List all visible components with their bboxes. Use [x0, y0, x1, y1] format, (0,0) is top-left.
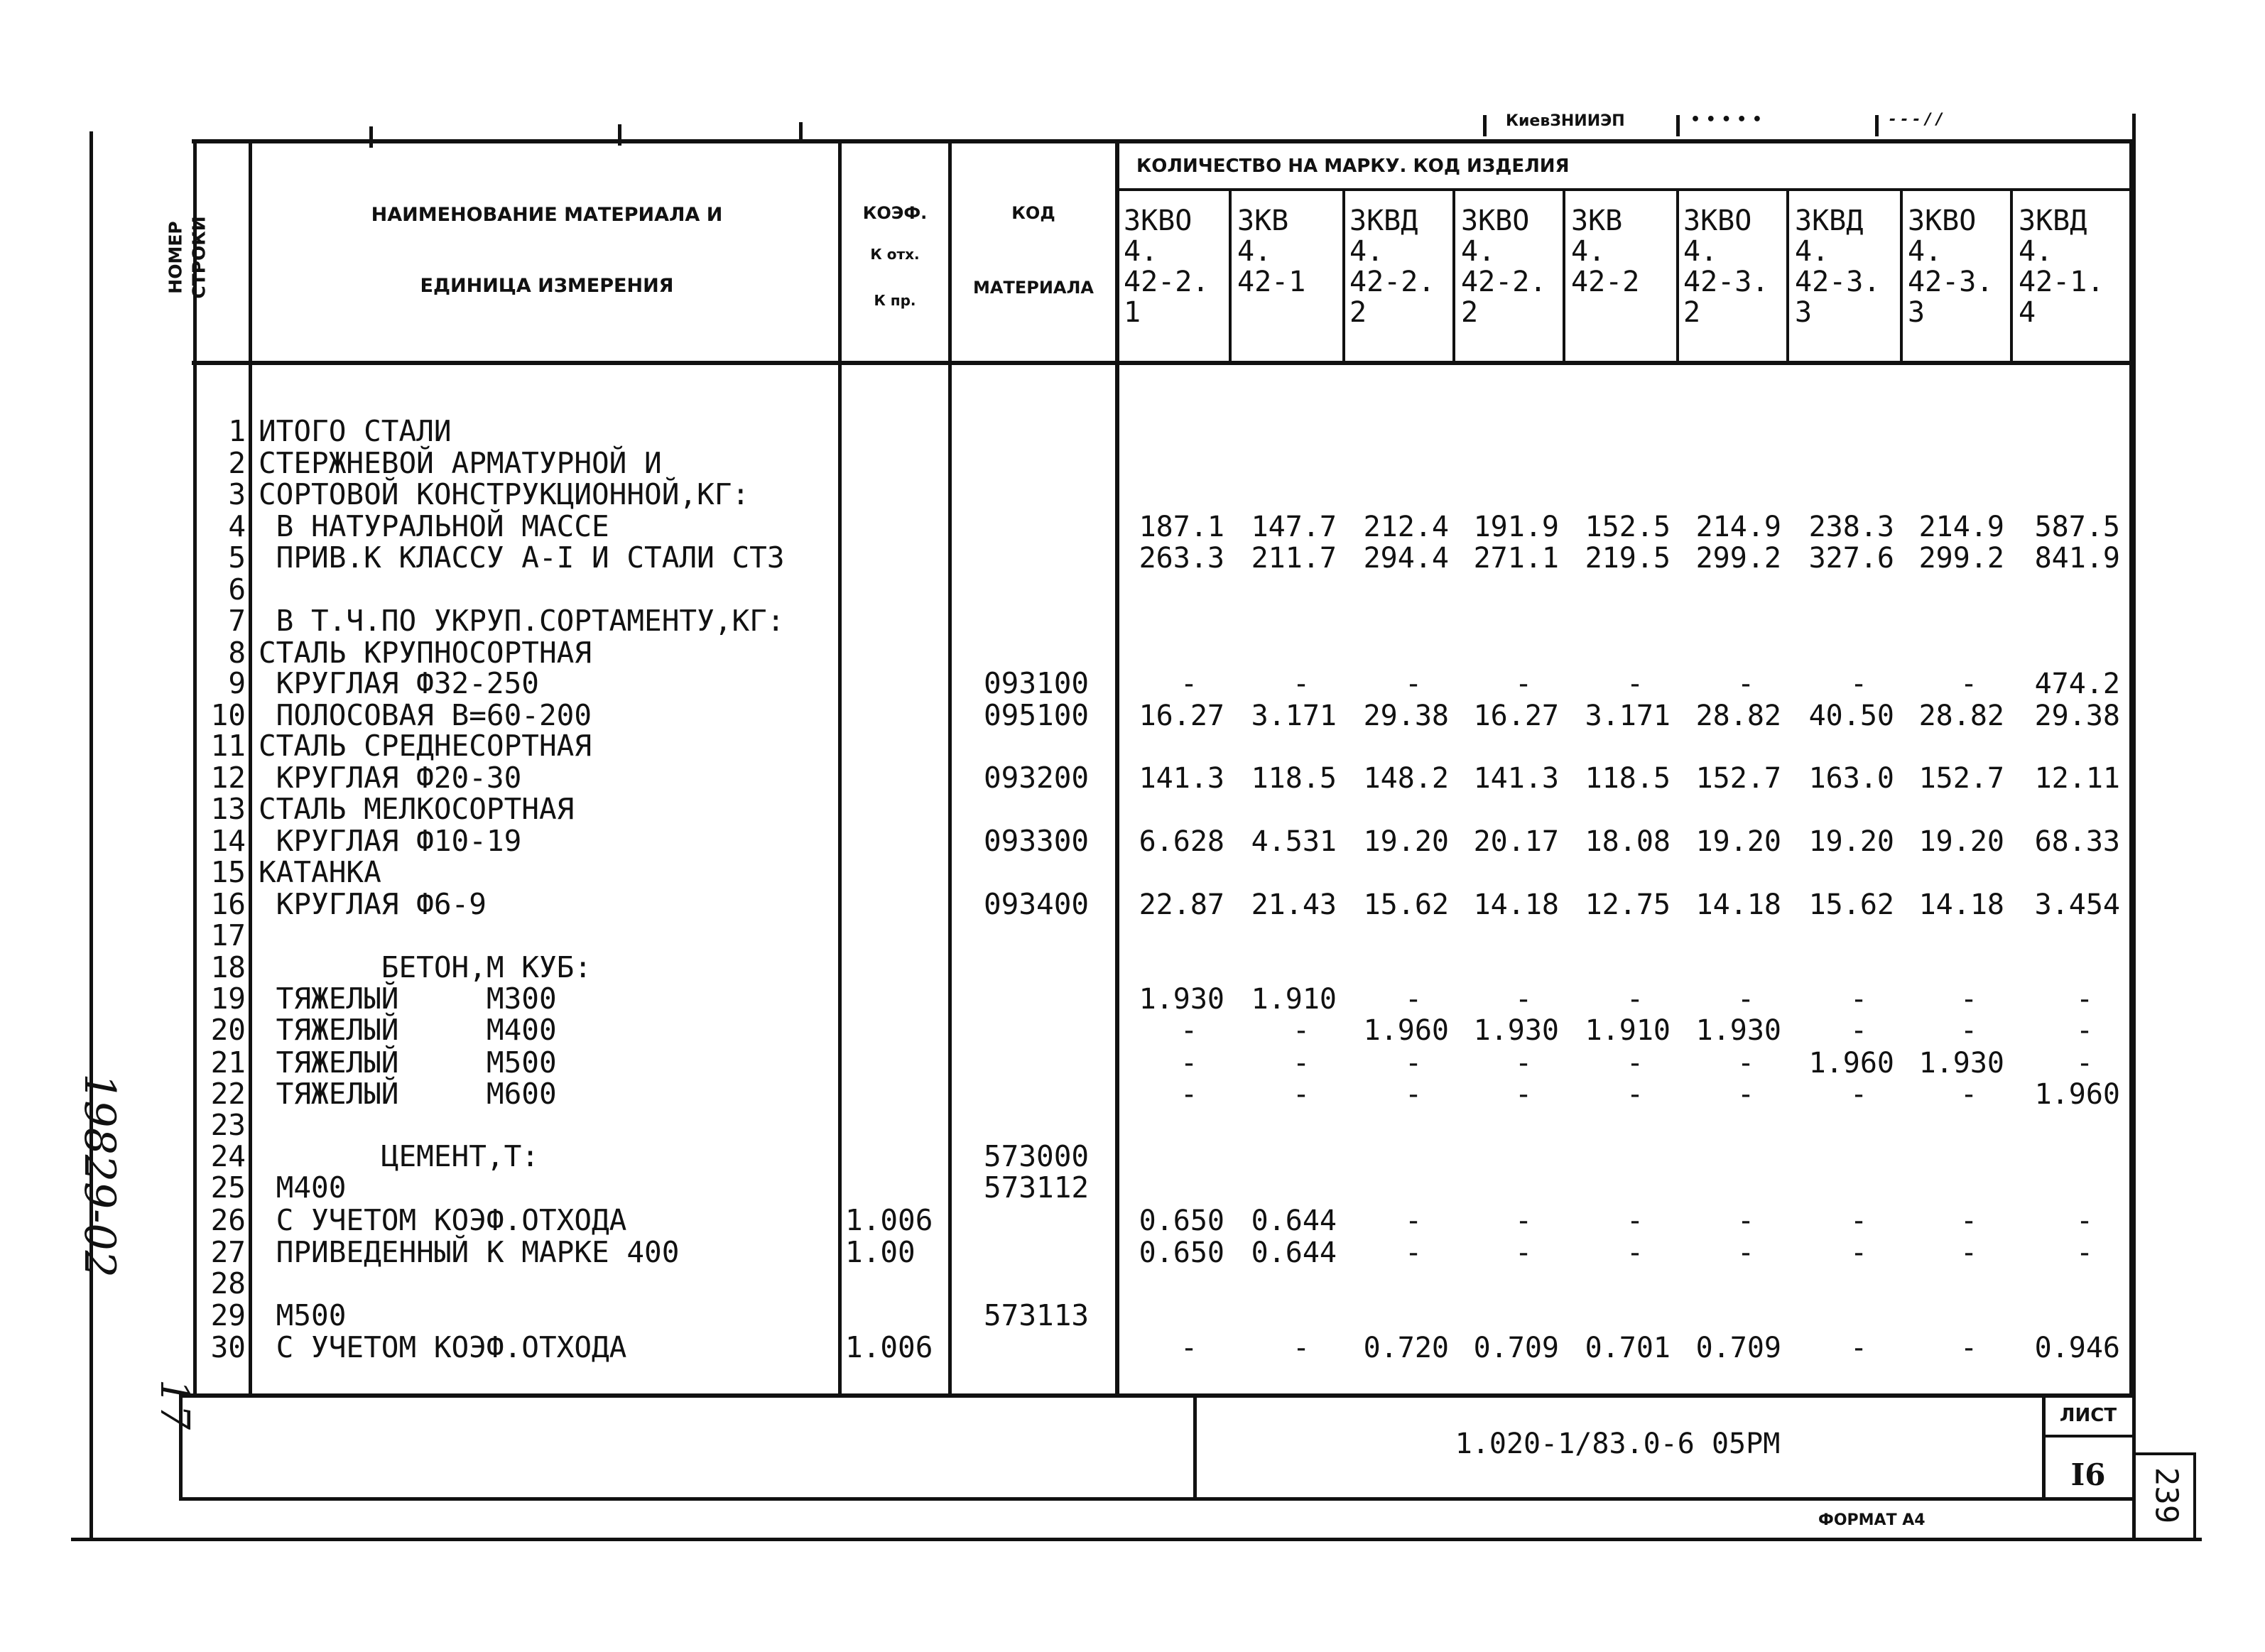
- material-code: 093400: [984, 887, 1090, 921]
- col-line-name-right: [838, 139, 842, 1396]
- quantity-cell: 40.50: [1808, 700, 1894, 732]
- quantity-cell: 152.7: [1918, 762, 2004, 795]
- material-name: СТАЛЬ КРУПНОСОРТНАЯ: [259, 636, 592, 670]
- qty-header-line: [1119, 188, 2134, 191]
- frame-left-outer: [89, 131, 93, 1538]
- quantity-cell: -: [1737, 1078, 1755, 1111]
- quantity-cell: 15.62: [1363, 889, 1449, 921]
- quantity-cell: 3.171: [1585, 700, 1671, 732]
- quantity-cell: 3.454: [2034, 889, 2120, 921]
- mark-line4: 1: [1124, 296, 1141, 329]
- mark-line2: 4.: [1908, 235, 1943, 268]
- material-name: СТЕРЖНЕВОЙ АРМАТУРНОЙ И: [259, 446, 662, 480]
- material-name: М400: [259, 1170, 347, 1205]
- quantity-cell: -: [1960, 668, 1978, 700]
- quantity-cell: 841.9: [2034, 542, 2120, 575]
- material-name: В НАТУРАЛЬНОЙ МАССЕ: [259, 509, 609, 543]
- quantity-cell: -: [1292, 1047, 1310, 1080]
- quantity-cell: -: [1960, 1205, 1978, 1237]
- mark-line3: 42-3.: [1683, 266, 1769, 298]
- mark-mark: ЗКВО: [1461, 205, 1530, 237]
- row-number: 20: [210, 1013, 246, 1047]
- quantity-cell: 219.5: [1585, 542, 1671, 575]
- quantity-cell: -: [1626, 1205, 1644, 1237]
- quantity-cell: 0.650: [1139, 1205, 1224, 1237]
- quantity-cell: 118.5: [1585, 762, 1671, 795]
- quantity-cell: -: [1514, 1047, 1533, 1080]
- quantity-cell: 29.38: [1363, 700, 1449, 732]
- mark-mark: ЗКВД: [1349, 205, 1418, 237]
- material-name: ПРИВ.К КЛАССУ А-I И СТАЛИ СТ3: [259, 540, 785, 575]
- quantity-cell: 299.2: [1918, 542, 2004, 575]
- quantity-cell: -: [1960, 983, 1978, 1016]
- quantity-cell: -: [1960, 1237, 1978, 1269]
- quantity-cell: 474.2: [2034, 668, 2120, 700]
- format-label: ФОРМАТ А4: [1818, 1511, 1925, 1529]
- stamp-scribble: • • • • •: [1690, 111, 1762, 129]
- material-name: БЕТОН,М КУБ:: [259, 950, 592, 984]
- quantity-cell: -: [1514, 983, 1533, 1016]
- quantity-cell: 118.5: [1251, 762, 1337, 795]
- material-code: 093100: [984, 666, 1090, 700]
- quantity-cell: -: [1850, 1332, 1868, 1364]
- mark-column-header: [1795, 206, 1880, 328]
- quantity-cell: -: [1404, 1078, 1423, 1111]
- material-name: КРУГЛАЯ Ф6-9: [259, 887, 487, 921]
- title-block-top: [179, 1393, 2134, 1397]
- quantity-cell: -: [1850, 983, 1868, 1016]
- col-line-v7: [1900, 188, 1903, 362]
- right-strip-bottom: [2132, 1538, 2196, 1540]
- quantity-cell: -: [1960, 1332, 1978, 1364]
- quantity-cell: 6.628: [1139, 825, 1224, 858]
- row-number: 18: [210, 950, 246, 984]
- row-number: 3: [228, 477, 246, 511]
- material-name: СОРТОВОЙ КОНСТРУКЦИОННОЙ,КГ:: [259, 477, 750, 511]
- quantity-cell: -: [2075, 1237, 2094, 1269]
- col-line-rownum-right: [249, 142, 252, 1396]
- stamp-tick: [1875, 115, 1879, 136]
- row-number: 21: [210, 1045, 246, 1080]
- quantity-cell: -: [1626, 1078, 1644, 1111]
- mark-line4: [1237, 298, 1305, 328]
- quantity-cell: -: [1737, 1205, 1755, 1237]
- mark-line3: 42-2.: [1124, 266, 1210, 298]
- quantity-cell: -: [1626, 983, 1644, 1016]
- mark-mark: ЗКВ: [1237, 205, 1289, 237]
- page-number: 239: [2148, 1467, 2185, 1524]
- stamp-org: КиевЗНИИЭП: [1506, 112, 1625, 130]
- coef-header-line2: К отх.: [870, 246, 920, 263]
- quantity-cell: 163.0: [1808, 762, 1894, 795]
- quantity-cell: -: [1180, 668, 1198, 700]
- mark-line2: 4.: [1349, 235, 1384, 268]
- row-number: 30: [210, 1330, 246, 1364]
- quantity-cell: 327.6: [1808, 542, 1894, 575]
- quantity-cell: 152.5: [1585, 511, 1671, 543]
- quantity-cell: -: [1180, 1014, 1198, 1047]
- quantity-cell: 147.7: [1251, 511, 1337, 543]
- quantity-cell: 141.3: [1139, 762, 1224, 795]
- quantity-cell: -: [1960, 1078, 1978, 1111]
- material-name: ПРИВЕДЕННЫЙ К МАРКЕ 400: [259, 1235, 680, 1269]
- quantity-cell: 0.720: [1363, 1332, 1449, 1364]
- row-number: 14: [210, 824, 246, 858]
- coef-value: 1.00: [845, 1235, 916, 1269]
- mark-mark: ЗКВ: [1571, 205, 1623, 237]
- quantity-cell: -: [1514, 668, 1533, 700]
- row-number: 1: [228, 414, 246, 448]
- quantity-cell: -: [1180, 1332, 1198, 1364]
- quantity-cell: -: [1850, 1237, 1868, 1269]
- quantity-cell: 14.18: [1473, 889, 1559, 921]
- row-number: 25: [210, 1170, 246, 1205]
- quantity-cell: 28.82: [1695, 700, 1781, 732]
- quantity-cell: 28.82: [1918, 700, 2004, 732]
- mark-column-header: [1237, 206, 1305, 328]
- mark-line4: 2: [1349, 296, 1367, 329]
- quantity-cell: 263.3: [1139, 542, 1224, 575]
- mark-mark: ЗКВО: [1908, 205, 1977, 237]
- mark-mark: ЗКВО: [1683, 205, 1752, 237]
- mark-line2: 4.: [1124, 235, 1158, 268]
- quantity-cell: 12.75: [1585, 889, 1671, 921]
- quantity-cell: 0.701: [1585, 1332, 1671, 1364]
- quantity-cell: -: [1404, 668, 1423, 700]
- quantity-cell: 68.33: [2034, 825, 2120, 858]
- quantity-cell: -: [1404, 1047, 1423, 1080]
- coef-value: 1.006: [845, 1203, 933, 1237]
- stamp-scribble: - - - / /: [1889, 111, 1943, 129]
- quantity-cell: 15.62: [1808, 889, 1894, 921]
- mark-line2: 4.: [1237, 235, 1272, 268]
- mark-line2: 4.: [1571, 235, 1606, 268]
- quantity-cell: 191.9: [1473, 511, 1559, 543]
- material-name: СТАЛЬ МЕЛКОСОРТНАЯ: [259, 792, 575, 826]
- row-number: 19: [210, 982, 246, 1016]
- col-line-v1: [1229, 188, 1232, 362]
- col-line-coef-right: [948, 139, 952, 1396]
- top-tick: [369, 126, 373, 148]
- quantity-cell: 18.08: [1585, 825, 1671, 858]
- material-code: 093200: [984, 761, 1090, 795]
- quantity-cell: 587.5: [2034, 511, 2120, 543]
- quantity-cell: 214.9: [1695, 511, 1781, 543]
- material-code: 573113: [984, 1298, 1090, 1332]
- mark-line2: 4.: [1683, 235, 1718, 268]
- code-header-line1: КОД: [1011, 203, 1055, 223]
- stamp-tick: [1676, 115, 1680, 136]
- quantity-cell: -: [1850, 1078, 1868, 1111]
- quantity-header: КОЛИЧЕСТВО НА МАРКУ. КОД ИЗДЕЛИЯ: [1136, 156, 1570, 177]
- quantity-cell: 29.38: [2034, 700, 2120, 732]
- quantity-cell: 19.20: [1695, 825, 1781, 858]
- material-name: ПОЛОСОВАЯ В=60-200: [259, 698, 592, 732]
- sheet-box-mid: [2042, 1435, 2134, 1438]
- header-bottom-line: [192, 361, 2134, 365]
- quantity-cell: -: [1514, 1205, 1533, 1237]
- quantity-cell: -: [2075, 983, 2094, 1016]
- col-line-v2: [1342, 188, 1345, 362]
- material-header-line2: ЕДИНИЦА ИЗМЕРЕНИЯ: [420, 275, 674, 297]
- quantity-cell: -: [1404, 1205, 1423, 1237]
- quantity-cell: 0.709: [1473, 1332, 1559, 1364]
- col-line-right: [2129, 139, 2134, 1396]
- mark-line3: 42-2.: [1349, 266, 1435, 298]
- row-number: 26: [210, 1203, 246, 1237]
- quantity-cell: 0.946: [2034, 1332, 2120, 1364]
- material-header-line1: НАИМЕНОВАНИЕ МАТЕРИАЛА И: [371, 204, 723, 226]
- col-line-v3: [1452, 188, 1455, 362]
- quantity-cell: 152.7: [1695, 762, 1781, 795]
- row-number: 13: [210, 792, 246, 826]
- material-name: В Т.Ч.ПО УКРУП.СОРТАМЕНТУ,КГ:: [259, 604, 785, 638]
- quantity-cell: -: [1626, 668, 1644, 700]
- quantity-cell: -: [1292, 1332, 1310, 1364]
- stamp-tick: [1483, 115, 1487, 136]
- row-number: 23: [210, 1108, 246, 1142]
- row-number: 24: [210, 1139, 246, 1173]
- quantity-cell: 19.20: [1808, 825, 1894, 858]
- mark-line3: 42-1.: [2019, 266, 2104, 298]
- material-name: ТЯЖЕЛЫЙ М500: [259, 1045, 557, 1080]
- quantity-cell: -: [1514, 1237, 1533, 1269]
- quantity-cell: 16.27: [1139, 700, 1224, 732]
- material-code: 573112: [984, 1170, 1090, 1205]
- row-number: 22: [210, 1077, 246, 1111]
- mark-mark: ЗКВО: [1124, 205, 1193, 237]
- code-header-line2: МАТЕРИАЛА: [973, 278, 1094, 298]
- material-name: ТЯЖЕЛЫЙ М300: [259, 982, 557, 1016]
- mark-line4: 3: [1795, 296, 1813, 329]
- quantity-cell: 14.18: [1695, 889, 1781, 921]
- mark-line3: 42-3.: [1908, 266, 1994, 298]
- row-number: 28: [210, 1266, 246, 1300]
- row-number: 10: [210, 698, 246, 732]
- quantity-cell: 14.18: [1918, 889, 2004, 921]
- inventory-number: 19829-02: [75, 1073, 124, 1278]
- quantity-cell: -: [1960, 1014, 1978, 1047]
- material-name: ИТОГО СТАЛИ: [259, 414, 452, 448]
- quantity-cell: 1.960: [1808, 1047, 1894, 1080]
- title-block-bottom: [179, 1497, 2134, 1501]
- document-code: 1.020-1/83.0-6 05РМ: [1455, 1428, 1781, 1460]
- quantity-cell: -: [1404, 1237, 1423, 1269]
- mark-line4: 2: [1461, 296, 1479, 329]
- quantity-cell: -: [1626, 1047, 1644, 1080]
- quantity-cell: -: [1737, 668, 1755, 700]
- mark-line4: 4: [2019, 296, 2036, 329]
- quantity-cell: 299.2: [1695, 542, 1781, 575]
- quantity-cell: 19.20: [1918, 825, 2004, 858]
- quantity-cell: 271.1: [1473, 542, 1559, 575]
- mark-line3: 42-2: [1571, 266, 1640, 298]
- coef-value: 1.006: [845, 1330, 933, 1364]
- quantity-cell: 20.17: [1473, 825, 1559, 858]
- row-number: 7: [228, 604, 246, 638]
- mark-line4: 3: [1908, 296, 1925, 329]
- mark-line4: [1571, 298, 1639, 328]
- quantity-cell: -: [2075, 1205, 2094, 1237]
- row-number: 15: [210, 855, 246, 889]
- quantity-cell: 16.27: [1473, 700, 1559, 732]
- sheet-number: I6: [2070, 1457, 2106, 1492]
- material-name: М500: [259, 1298, 347, 1332]
- quantity-cell: 1.960: [1363, 1014, 1449, 1047]
- row-number: 9: [228, 666, 246, 700]
- mark-line3: 42-1: [1237, 266, 1306, 298]
- coef-header-line1: КОЭФ.: [862, 203, 928, 223]
- quantity-cell: 187.1: [1139, 511, 1224, 543]
- mark-line3: 42-2.: [1461, 266, 1547, 298]
- quantity-cell: -: [1292, 1014, 1310, 1047]
- quantity-cell: -: [1626, 1237, 1644, 1269]
- quantity-cell: 3.171: [1251, 700, 1337, 732]
- right-strip-right: [2193, 1452, 2196, 1541]
- material-name: ТЯЖЕЛЫЙ М600: [259, 1077, 557, 1111]
- quantity-cell: 0.650: [1139, 1237, 1224, 1269]
- quantity-cell: 1.910: [1585, 1014, 1671, 1047]
- quantity-cell: 19.20: [1363, 825, 1449, 858]
- quantity-cell: -: [1180, 1047, 1198, 1080]
- quantity-cell: 1.930: [1473, 1014, 1559, 1047]
- quantity-cell: 148.2: [1363, 762, 1449, 795]
- quantity-cell: -: [1514, 1078, 1533, 1111]
- row-number-header: НОМЕР СТРОКИ: [165, 216, 209, 299]
- quantity-cell: -: [1850, 1014, 1868, 1047]
- margin-mark: 17: [151, 1379, 198, 1430]
- quantity-cell: 214.9: [1918, 511, 2004, 543]
- sheet-label: ЛИСТ: [2059, 1405, 2117, 1426]
- quantity-cell: 1.930: [1918, 1047, 2004, 1080]
- mark-line4: 2: [1683, 296, 1701, 329]
- mark-column-header: [1908, 206, 1993, 328]
- quantity-cell: -: [1850, 1205, 1868, 1237]
- mark-column-header: [1461, 206, 1546, 328]
- quantity-cell: 0.644: [1251, 1205, 1337, 1237]
- quantity-cell: 141.3: [1473, 762, 1559, 795]
- material-code: 093300: [984, 824, 1090, 858]
- material-code: 095100: [984, 698, 1090, 732]
- quantity-cell: 211.7: [1251, 542, 1337, 575]
- mark-column-header: [2019, 206, 2104, 328]
- material-name: ТЯЖЕЛЫЙ М400: [259, 1013, 557, 1047]
- material-name: КРУГЛАЯ Ф10-19: [259, 824, 522, 858]
- material-name: КРУГЛАЯ Ф32-250: [259, 666, 539, 700]
- mark-line2: 4.: [2019, 235, 2053, 268]
- mark-column-header: [1571, 206, 1639, 328]
- row-number: 4: [228, 509, 246, 543]
- mark-mark: ЗКВД: [2019, 205, 2087, 237]
- quantity-cell: 212.4: [1363, 511, 1449, 543]
- quantity-cell: -: [1180, 1078, 1198, 1111]
- row-number: 6: [228, 572, 246, 607]
- mark-column-header: [1349, 206, 1435, 328]
- quantity-cell: -: [1737, 983, 1755, 1016]
- material-name: КРУГЛАЯ Ф20-30: [259, 761, 522, 795]
- material-code: 573000: [984, 1139, 1090, 1173]
- col-line-v4: [1563, 188, 1565, 362]
- col-line-v8: [2010, 188, 2013, 362]
- row-number: 8: [228, 636, 246, 670]
- quantity-cell: -: [1737, 1237, 1755, 1269]
- coef-header-line3: К пр.: [874, 292, 916, 309]
- quantity-cell: 12.11: [2034, 762, 2120, 795]
- table-top-line: [192, 139, 2134, 143]
- quantity-cell: 0.709: [1695, 1332, 1781, 1364]
- quantity-cell: -: [1292, 1078, 1310, 1111]
- row-number: 2: [228, 446, 246, 480]
- quantity-cell: 22.87: [1139, 889, 1224, 921]
- quantity-cell: 4.531: [1251, 825, 1337, 858]
- mark-line3: 42-3.: [1795, 266, 1881, 298]
- material-name: С УЧЕТОМ КОЭФ.ОТХОДА: [259, 1330, 627, 1364]
- row-number: 16: [210, 887, 246, 921]
- material-name: КАТАНКА: [259, 855, 381, 889]
- row-number: 11: [210, 729, 246, 763]
- row-number: 29: [210, 1298, 246, 1332]
- quantity-cell: -: [1292, 668, 1310, 700]
- col-line-v5: [1676, 188, 1679, 362]
- row-number: 27: [210, 1235, 246, 1269]
- row-number: 17: [210, 918, 246, 952]
- quantity-cell: 294.4: [1363, 542, 1449, 575]
- quantity-cell: -: [1850, 668, 1868, 700]
- quantity-cell: 1.960: [2034, 1078, 2120, 1111]
- mark-line2: 4.: [1461, 235, 1496, 268]
- quantity-cell: 1.930: [1695, 1014, 1781, 1047]
- quantity-cell: -: [1737, 1047, 1755, 1080]
- quantity-cell: 0.644: [1251, 1237, 1337, 1269]
- mark-mark: ЗКВД: [1795, 205, 1864, 237]
- quantity-cell: -: [2075, 1014, 2094, 1047]
- material-name: ЦЕМЕНТ,Т:: [259, 1139, 539, 1173]
- material-name: СТАЛЬ СРЕДНЕСОРТНАЯ: [259, 729, 592, 763]
- quantity-cell: -: [1404, 983, 1423, 1016]
- row-number: 5: [228, 540, 246, 575]
- frame-bottom-outer: [71, 1538, 2202, 1541]
- quantity-cell: 21.43: [1251, 889, 1337, 921]
- mark-column-header: [1683, 206, 1769, 328]
- row-number: 12: [210, 761, 246, 795]
- material-name: С УЧЕТОМ КОЭФ.ОТХОДА: [259, 1203, 627, 1237]
- quantity-cell: 1.930: [1139, 983, 1224, 1016]
- quantity-cell: 1.910: [1251, 983, 1337, 1016]
- col-line-v6: [1786, 188, 1789, 362]
- mark-column-header: [1124, 206, 1209, 328]
- mark-line2: 4.: [1795, 235, 1830, 268]
- quantity-cell: 238.3: [1808, 511, 1894, 543]
- quantity-cell: -: [2075, 1047, 2094, 1080]
